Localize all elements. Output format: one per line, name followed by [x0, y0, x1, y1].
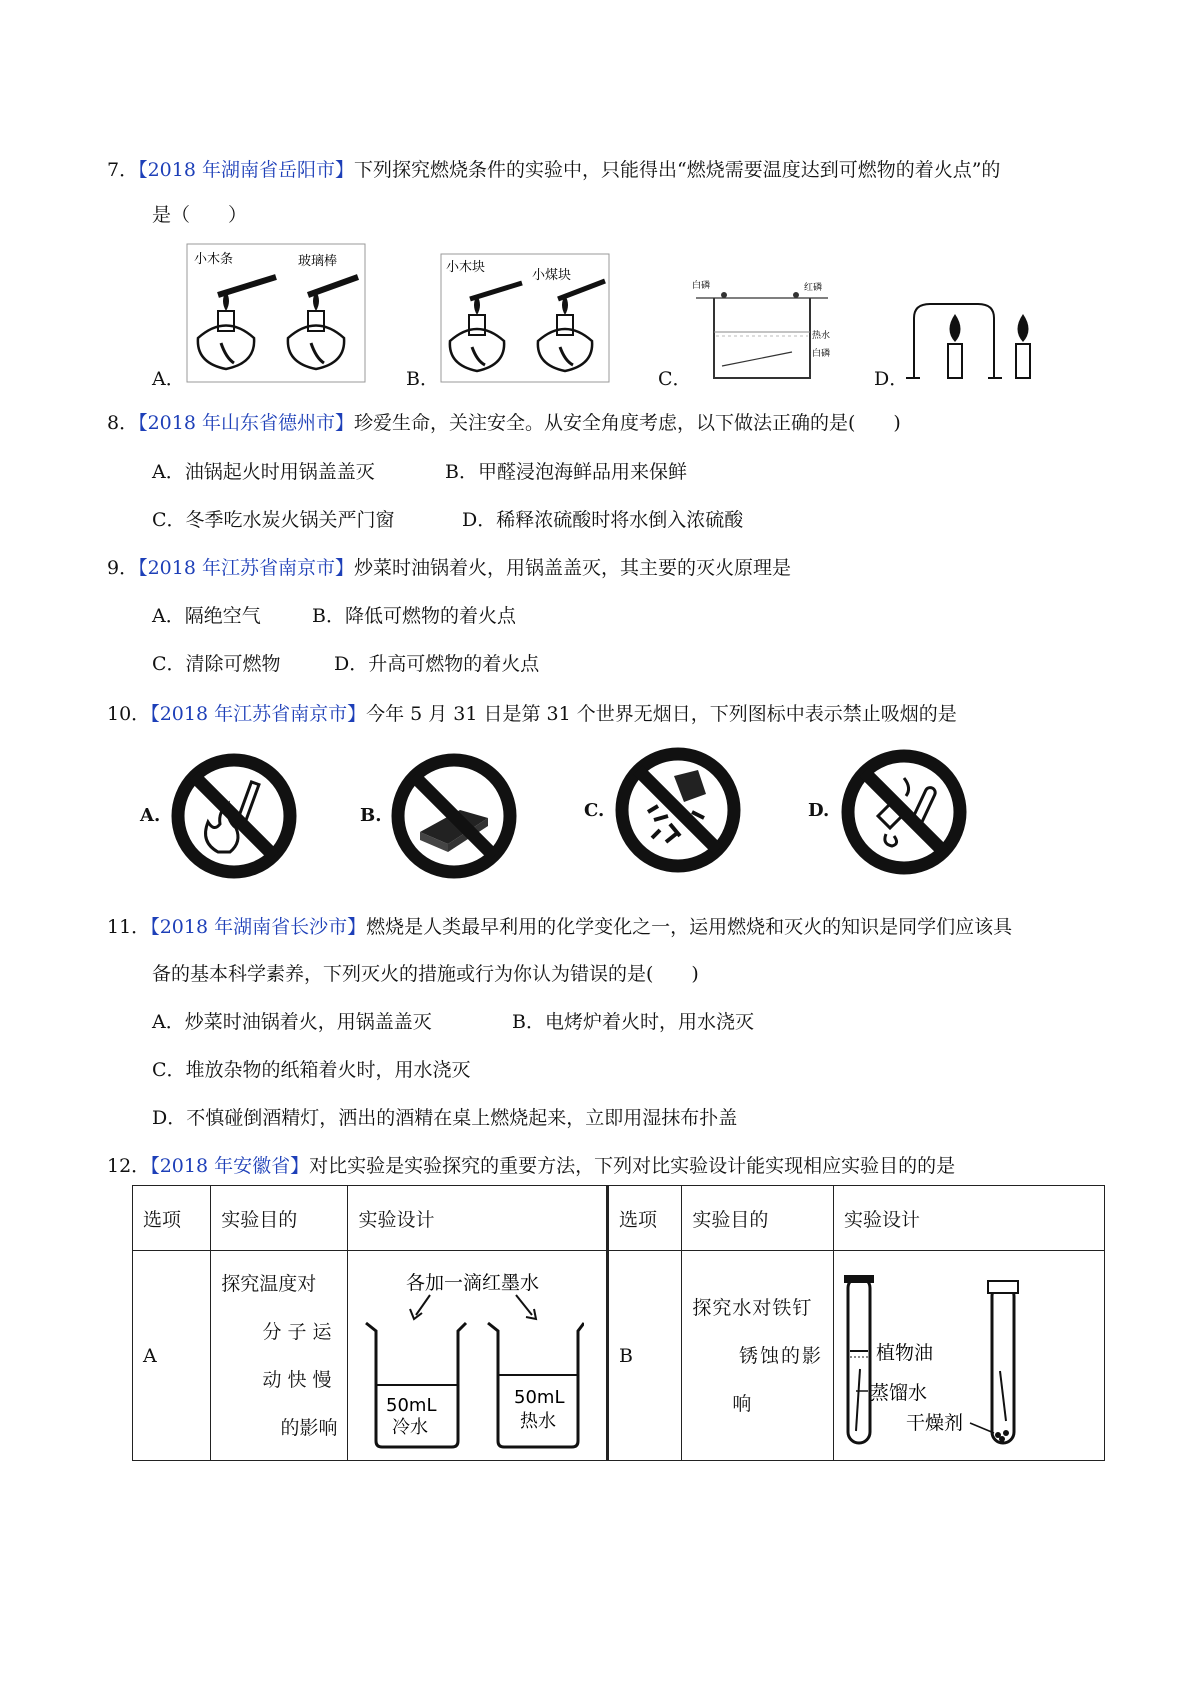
q11-stem [107, 915, 1012, 939]
th-option-2: 选项 [608, 1186, 682, 1251]
th-option-1: 选项 [133, 1186, 211, 1251]
q9-stem-text: 炒菜时油锅着火，用锅盖盖灭，其主要的灭火原理是 [354, 557, 792, 579]
q11-source: 【2018 年湖南省长沙市】 [150, 916, 367, 938]
label-desiccant: 干燥剂 [906, 1412, 964, 1434]
beakers-figure [348, 1251, 584, 1455]
q7-c-label-4: 白磷 [812, 349, 831, 359]
q7-b-label-2: 小煤块 [532, 268, 572, 283]
label-distilled-water: 蒸馏水 [870, 1382, 928, 1404]
q7-option-c-figure [692, 276, 842, 382]
q11-option-a: A．炒菜时油锅着火，用锅盖盖灭 [152, 1011, 432, 1033]
q8-option-c: C．冬季吃水炭火锅关严门窗 [152, 509, 395, 531]
q9-option-b: B．降低可燃物的着火点 [312, 605, 516, 627]
q10-option-d-label: D. [808, 800, 830, 821]
q7-option-d-label: D． [874, 368, 909, 390]
q8-stem-text: 珍爱生命，关注安全。从安全角度考虑，以下做法正确的是( ) [354, 412, 901, 434]
q9-source: 【2018 年江苏省南京市】 [138, 557, 354, 579]
q8-stem [107, 411, 901, 435]
th-design-1: 实验设计 [348, 1186, 608, 1251]
no-open-flame-icon [170, 752, 298, 880]
q11-number: 11． [107, 916, 151, 938]
row-a-design [348, 1251, 608, 1461]
th-design-2: 实验设计 [834, 1186, 1105, 1251]
q10-option-b-label: B. [360, 805, 382, 826]
q12-stem-text: 对比实验是实验探究的重要方法，下列对比实验设计能实现相应实验目的的是 [309, 1155, 956, 1177]
q11-option-c: C．堆放杂物的纸箱着火时，用水浇灭 [152, 1059, 471, 1081]
q7-stem-text: 下列探究燃烧条件的实验中，只能得出“燃烧需要温度达到可燃物的着火点”的 [354, 159, 1001, 181]
q7-number: 7． [107, 159, 139, 181]
q9-option-a: A．隔绝空气 [152, 605, 261, 627]
th-purpose-1: 实验目的 [211, 1186, 348, 1251]
q7-option-a-label: A． [152, 368, 185, 390]
q10-source: 【2018 年江苏省南京市】 [150, 703, 367, 725]
row-a-option: A [133, 1251, 211, 1461]
q12-number: 12． [107, 1155, 151, 1177]
row-a-purpose: 探究温度对 分子运 动快慢 的影响 [211, 1251, 348, 1461]
q7-option-a-figure [186, 243, 366, 383]
beaker1-water: 冷水 [392, 1417, 429, 1438]
q7-option-d-figure [906, 300, 1056, 384]
q11-option-d: D．不慎碰倒酒精灯，洒出的酒精在桌上燃烧起来，立即用湿抹布扑盖 [152, 1107, 738, 1129]
q8-option-d: D．稀释浓硫酸时将水倒入浓硫酸 [462, 509, 744, 531]
q8-number: 8． [107, 412, 139, 434]
row-b-option: B [608, 1251, 682, 1461]
q12-stem [107, 1154, 955, 1178]
q8-source: 【2018 年山东省德州市】 [138, 412, 354, 434]
q8-option-a: A．油锅起火时用锅盖盖灭 [152, 461, 375, 483]
no-smoking-icon [840, 748, 968, 876]
beaker2-volume: 50mL [514, 1387, 565, 1408]
q11-stem-line2: 备的基本科学素养，下列灭火的措施或行为你认为错误的是( ) [152, 963, 699, 985]
label-vegetable-oil: 植物油 [876, 1342, 934, 1364]
q9-number: 9． [107, 557, 139, 579]
q11-option-b: B．电烤炉着火时，用水浇灭 [512, 1011, 754, 1033]
beaker2-water: 热水 [520, 1411, 557, 1432]
q7-c-label-1: 白磷 [692, 281, 711, 291]
th-purpose-2: 实验目的 [682, 1186, 834, 1251]
q9-option-d: D．升高可燃物的着火点 [334, 653, 540, 675]
q7-a-label-2: 玻璃棒 [298, 254, 338, 269]
table-row [133, 1251, 1105, 1461]
beaker1-volume: 50mL [386, 1395, 437, 1416]
q9-stem [107, 556, 791, 580]
q7-c-label-2: 红磷 [804, 283, 823, 293]
q10-option-c-label: C. [584, 800, 605, 821]
q12-source: 【2018 年安徽省】 [150, 1155, 310, 1177]
q10-stem-text: 今年 5 月 31 日是第 31 个世界无烟日，下列图标中表示禁止吸烟的是 [366, 703, 957, 725]
q10-stem [107, 702, 957, 726]
q10-number: 10． [107, 703, 151, 725]
beaker-top-label: 各加一滴红墨水 [406, 1272, 540, 1294]
test-tubes-figure [834, 1251, 1104, 1455]
q11-stem-text: 燃烧是人类最早利用的化学变化之一，运用燃烧和灭火的知识是同学们应该具 [366, 916, 1013, 938]
q7-option-b-figure [440, 253, 610, 383]
row-b-purpose: 探究水对铁钉 锈蚀的影 响 [682, 1251, 834, 1461]
no-matches-icon [390, 752, 518, 880]
q7-a-label-1: 小木条 [194, 252, 234, 267]
q10-option-a-label: A. [140, 805, 161, 826]
q7-b-label-1: 小木块 [446, 260, 486, 275]
q7-option-c-label: C． [658, 368, 692, 390]
q7-stem [107, 158, 1000, 182]
q7-c-label-3: 热水 [812, 331, 831, 341]
no-fireworks-icon [614, 746, 742, 874]
q12-experiment-table [132, 1185, 1105, 1461]
q7-source: 【2018 年湖南省岳阳市】 [138, 159, 354, 181]
q7-stem-line2: 是（ ） [152, 204, 248, 226]
q9-option-c: C．清除可燃物 [152, 653, 281, 675]
row-b-design [834, 1251, 1105, 1461]
table-header-row [133, 1186, 1105, 1251]
q8-option-b: B．甲醛浸泡海鲜品用来保鲜 [445, 461, 687, 483]
q7-option-b-label: B． [406, 368, 439, 390]
